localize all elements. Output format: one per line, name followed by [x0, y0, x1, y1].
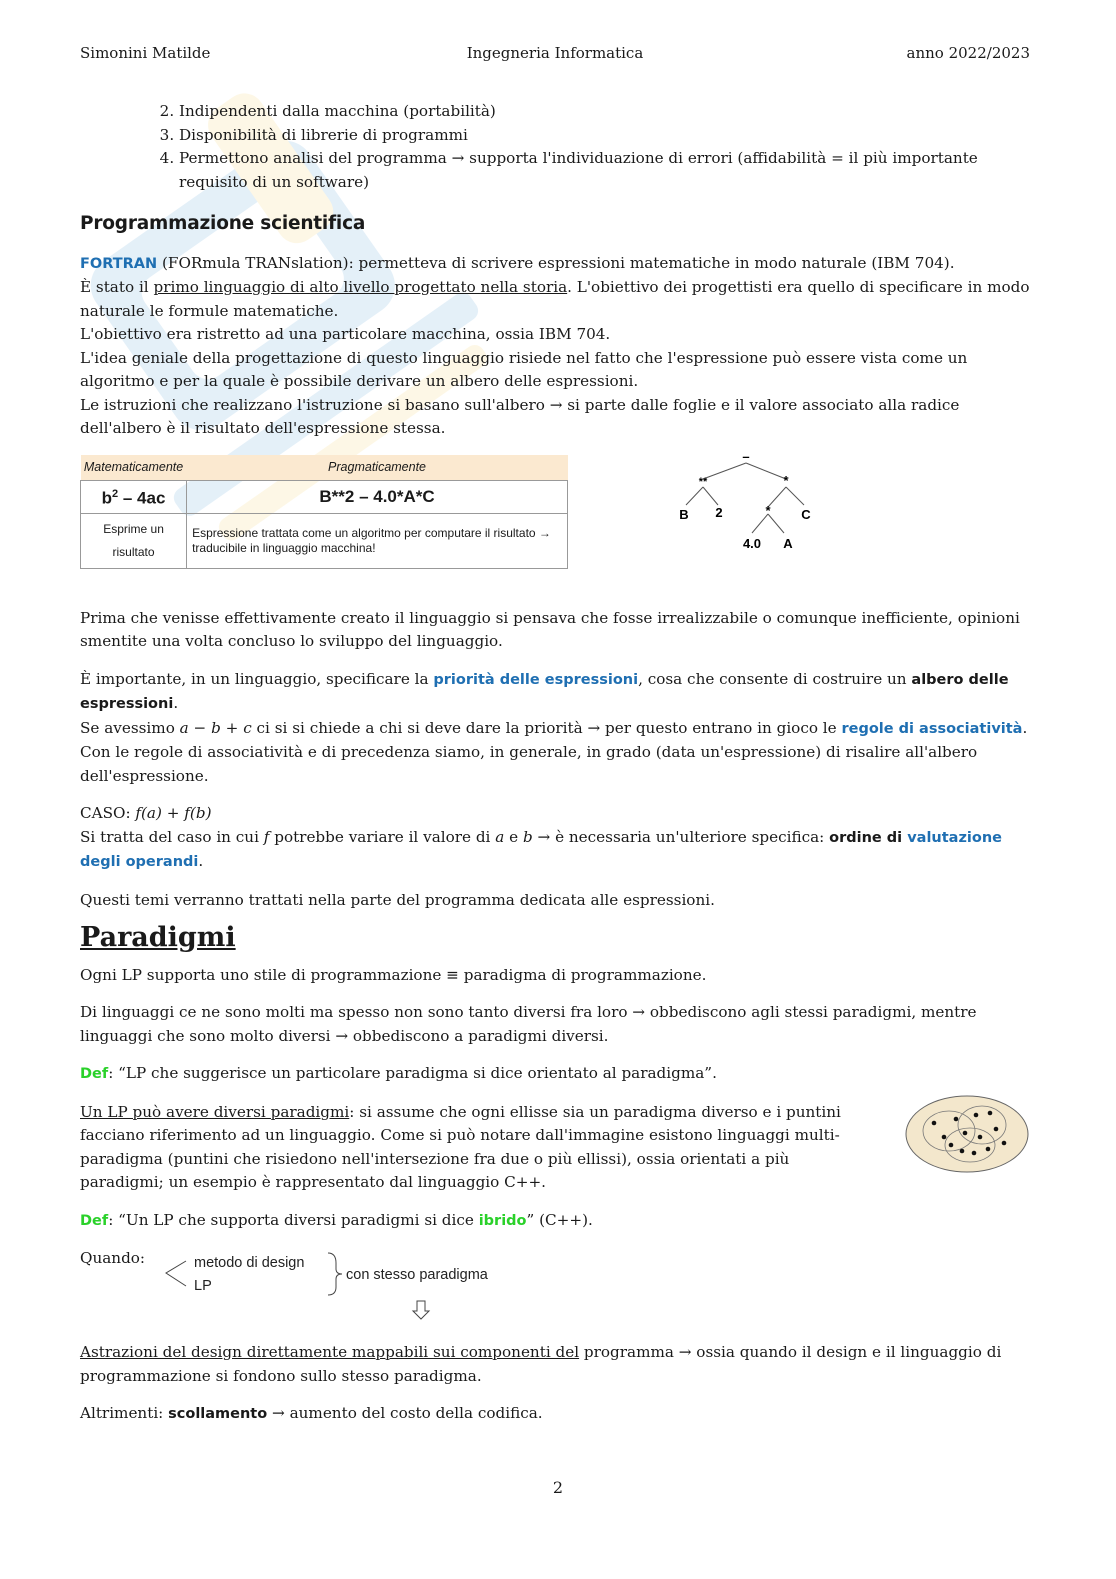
list-item: 3. Disponibilità di librerie di programmi	[179, 124, 1030, 148]
expression-tree	[670, 449, 830, 561]
text: L'obiettivo era ristretto ad una particolare macchina, ossia IBM 704.	[80, 325, 611, 343]
tree-leaf-4: 4.0	[742, 535, 762, 551]
diagram-label-design: metodo di design	[194, 1255, 305, 1271]
tree-term: albero delle espressioni	[80, 671, 1009, 712]
list-item: 4. Permettono analisi del programma → supporta l'individuazione di errori (affidabilità = il più importante requisito di un software)	[179, 147, 1030, 194]
text: programma → ossia quando il design e il linguaggio di programmazione si fondono sullo stesso paradigma.	[80, 1343, 1002, 1385]
fortran-comparison-table	[80, 455, 568, 570]
paragraph: Prima che venisse effettivamente creato il linguaggio si pensava che fosse irrealizzabile o comunque inefficiente, opinioni smentite una volta concluso lo sviluppo del linguaggio.	[80, 608, 1020, 650]
page-header	[80, 44, 1030, 66]
definition-1	[80, 1062, 1030, 1087]
evaluation-term: valutazione degli operandi	[80, 829, 1002, 870]
text: : “Un LP che supporta diversi paradigmi si dice	[108, 1210, 479, 1229]
text: .	[198, 852, 204, 870]
text: potrebbe variare il valore di	[269, 827, 496, 846]
tree-leaf-c: C	[801, 506, 811, 522]
text: L'idea geniale della progettazione di questo linguaggio risiede nel fatto che l'espressione può essere vista come un algoritmo e per la quale è possibile derivare un albero delle espressioni.	[80, 348, 968, 390]
text: ” (C++).	[526, 1210, 593, 1229]
tree-leaf-a: A	[783, 535, 793, 551]
text: → è necessaria un'ulteriore specifica:	[532, 827, 830, 846]
text: e	[504, 827, 523, 846]
math-var: a	[495, 827, 505, 846]
paragraph: Questi temi verranno trattati nella parte del programma dedicata alle espressioni.	[80, 890, 715, 909]
tree-leaf-b: B	[679, 506, 689, 522]
text: .	[173, 694, 179, 712]
text: : si assume che ogni ellisse sia un paradigma diverso e i puntini facciano riferimento ad un linguaggio. Come si può notare dall'immagine esistono linguaggi multi-paradigma (puntini che risiedono nell'intersezione fra due o più ellissi), ossia orientati a più paradigmi; un esempio è rappresentato dal linguaggio C++.	[80, 1102, 841, 1191]
paragraph	[80, 1101, 860, 1195]
text: → aumento del costo della codifica.	[267, 1404, 543, 1422]
header-course: Ingegneria Informatica	[466, 44, 644, 62]
text: . L'obiettivo dei progettisti era quello di specificare in modo naturale le formule matematiche.	[80, 278, 1030, 320]
case-paragraph	[80, 802, 1030, 875]
table-cell: Espressione trattata come un algoritmo per computare il risultato → traducibile in linguaggio macchina!	[187, 514, 568, 569]
priority-term: priorità delle espressioni	[433, 671, 639, 688]
multiparadigm-block	[80, 1101, 1030, 1195]
text: – 4ac	[118, 489, 166, 509]
text: Altrimenti:	[80, 1404, 169, 1422]
paradigm-ellipses-diagram	[904, 1093, 1030, 1175]
text: b	[101, 489, 113, 509]
diagram-label-lp: LP	[194, 1278, 212, 1294]
list-item: 2. Indipendenti dalla macchina (portabilità)	[179, 100, 1030, 124]
diagram-label-same: con stesso paradigma	[346, 1267, 488, 1283]
tree-node-mul: *	[783, 472, 789, 488]
tree-leaf-2: 2	[715, 504, 723, 520]
math-expression: a − b + c	[179, 718, 252, 737]
def-label: Def	[80, 1212, 109, 1229]
text: : “LP che suggerisce un particolare paradigma si dice orientato al paradigma”.	[108, 1064, 717, 1082]
definition-2	[80, 1209, 1030, 1234]
text: Si tratta del caso in cui	[80, 827, 264, 846]
superscript: 2	[112, 488, 119, 501]
paragraph: Di linguaggi ce ne sono molti ma spesso non sono tanto diversi fra loro → obbediscono agli stessi paradigmi, mentre linguaggi che sono molto diversi → obbediscono a paradigmi diversi.	[80, 1003, 977, 1045]
page-number: 2	[552, 1478, 564, 1497]
text: È stato il	[80, 278, 154, 296]
text: Se avessimo	[80, 718, 180, 737]
priority-paragraph	[80, 668, 1030, 789]
hybrid-term: ibrido	[478, 1212, 527, 1229]
quando-label: Quando:	[80, 1249, 146, 1267]
text: Le istruzioni che realizzano l'istruzione si basano sull'albero → si parte dalle foglie e il valore associato alla radice dell'albero è il risultato dell'espressione stessa.	[80, 395, 960, 437]
text: CASO:	[80, 804, 136, 822]
scollamento-term: scollamento	[168, 1406, 268, 1422]
underlined-text: Astrazioni del design direttamente mappabili sui componenti del	[80, 1343, 580, 1361]
tree-node-root: –	[742, 448, 750, 464]
design-lp-diagram	[160, 1249, 520, 1323]
paragraph	[80, 1341, 1030, 1388]
fortran-figure	[80, 448, 1030, 585]
math-var: b	[522, 827, 533, 846]
underlined-text: Un LP può avere diversi paradigmi	[80, 1102, 350, 1121]
text: , cosa che consente di costruire un	[638, 669, 912, 688]
fortran-term: FORTRAN	[80, 255, 158, 272]
fortran-paragraph	[80, 252, 1030, 441]
quando-diagram	[80, 1247, 1030, 1325]
down-arrow-icon	[413, 1301, 429, 1319]
table-cell: B**2 – 4.0*A*C	[187, 481, 568, 514]
text: Con le regole di associatività e di precedenza siamo, in generale, in grado (data un'espressione) di risalire all'albero dell'espressione.	[80, 743, 978, 785]
underlined-text: primo linguaggio di alto livello progettato nella storia	[153, 278, 568, 296]
order-term: ordine di	[829, 829, 908, 846]
text: ci si si chiede a chi si deve dare la priorità → per questo entrano in gioco le	[251, 718, 842, 737]
text: .	[1022, 718, 1028, 737]
advantages-list	[80, 100, 1030, 194]
table-header: Matematicamente	[81, 455, 187, 481]
tree-node-mul2: *	[765, 502, 771, 518]
tree-node-pow: **	[698, 475, 708, 488]
section-title-scientific: Programmazione scientifica	[80, 213, 366, 234]
section-title-paradigmi: Paradigmi	[80, 922, 236, 953]
math-expression: f(a) + f(b)	[135, 804, 212, 822]
text: (FORmula TRANslation): permetteva di scrivere espressioni matematiche in modo naturale (IBM 704).	[157, 253, 955, 272]
associativity-term: regole di associatività	[841, 720, 1023, 737]
table-header: Pragmaticamente	[187, 455, 568, 481]
text: È importante, in un linguaggio, specificare la	[80, 669, 434, 688]
math-var: f	[263, 827, 270, 846]
table-cell	[81, 481, 187, 514]
paragraph: Ogni LP supporta uno stile di programmazione ≡ paradigma di programmazione.	[80, 965, 707, 984]
page-content	[80, 100, 1030, 1441]
header-author: Simonini Matilde	[80, 44, 211, 62]
paragraph	[80, 1402, 1030, 1427]
table-cell: Esprime un risultato	[81, 514, 187, 569]
header-year: anno 2022/2023	[906, 44, 1030, 62]
def-label: Def	[80, 1066, 109, 1082]
